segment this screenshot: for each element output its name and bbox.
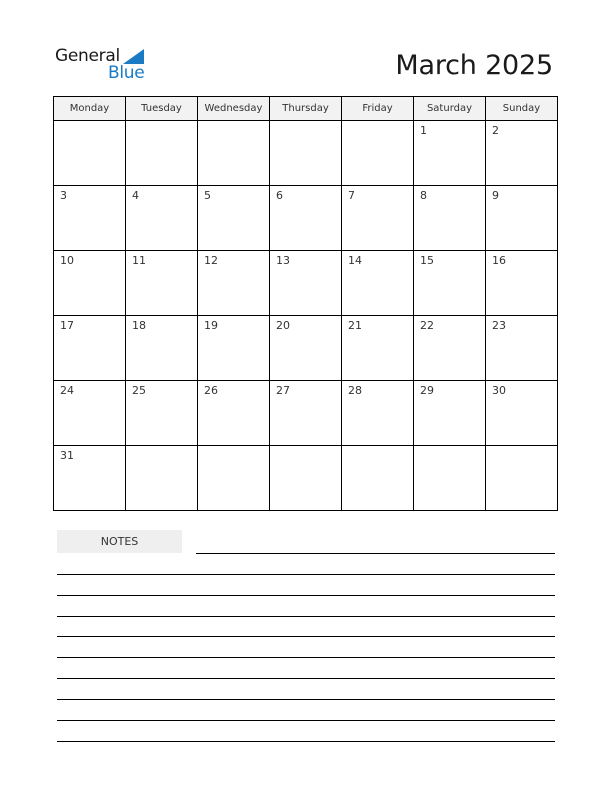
day-number: 21 — [348, 319, 362, 332]
day-number — [486, 446, 557, 449]
day-number: 23 — [492, 319, 506, 332]
day-cell — [414, 446, 486, 511]
day-cell — [486, 251, 558, 316]
weekday-header: Monday — [54, 97, 126, 121]
day-cell — [486, 381, 558, 446]
day-cell — [414, 121, 486, 186]
day-number: 4 — [132, 189, 139, 202]
day-cell — [54, 446, 126, 511]
day-number: 30 — [492, 384, 506, 397]
day-number — [126, 446, 197, 449]
day-number: 18 — [132, 319, 146, 332]
weekday-header: Friday — [342, 97, 414, 121]
day-cell — [414, 251, 486, 316]
day-cell — [342, 381, 414, 446]
day-cell — [126, 381, 198, 446]
day-number: 25 — [132, 384, 146, 397]
brand-logo — [55, 46, 155, 86]
day-number: 11 — [132, 254, 146, 267]
day-cell — [486, 186, 558, 251]
day-cell — [270, 251, 342, 316]
day-number: 26 — [204, 384, 218, 397]
day-number: 17 — [60, 319, 74, 332]
day-number: 6 — [276, 189, 283, 202]
notes-label: NOTES — [57, 530, 182, 553]
week-row — [54, 251, 558, 316]
day-cell — [342, 316, 414, 381]
weekday-header-row — [54, 97, 558, 121]
day-cell — [342, 251, 414, 316]
week-row — [54, 316, 558, 381]
day-number: 2 — [492, 124, 499, 137]
week-row — [54, 381, 558, 446]
day-cell — [414, 186, 486, 251]
day-number — [414, 446, 485, 449]
day-cell — [54, 121, 126, 186]
day-cell — [54, 316, 126, 381]
day-number: 27 — [276, 384, 290, 397]
logo-triangle-icon — [123, 49, 144, 64]
day-number: 9 — [492, 189, 499, 202]
day-cell — [198, 251, 270, 316]
notes-line — [57, 741, 555, 742]
logo-text-general: General — [55, 46, 120, 66]
day-cell — [270, 381, 342, 446]
day-cell — [342, 446, 414, 511]
day-number: 20 — [276, 319, 290, 332]
day-cell — [486, 446, 558, 511]
day-cell — [198, 381, 270, 446]
weekday-header: Tuesday — [126, 97, 198, 121]
day-cell — [486, 316, 558, 381]
week-row — [54, 446, 558, 511]
day-cell — [342, 186, 414, 251]
day-number: 8 — [420, 189, 427, 202]
week-row — [54, 186, 558, 251]
day-number: 29 — [420, 384, 434, 397]
day-number: 12 — [204, 254, 218, 267]
weekday-header: Sunday — [486, 97, 558, 121]
page-title: March 2025 — [395, 50, 553, 81]
day-cell — [126, 251, 198, 316]
day-number: 31 — [60, 449, 74, 462]
day-number: 16 — [492, 254, 506, 267]
day-cell — [270, 186, 342, 251]
day-cell — [342, 121, 414, 186]
day-number — [198, 446, 269, 449]
day-cell — [126, 446, 198, 511]
logo-text-blue: Blue — [108, 63, 145, 83]
day-cell — [270, 316, 342, 381]
day-number: 24 — [60, 384, 74, 397]
day-number: 14 — [348, 254, 362, 267]
notes-line — [196, 553, 555, 554]
day-number — [342, 446, 413, 449]
day-cell — [126, 121, 198, 186]
day-cell — [198, 446, 270, 511]
day-cell — [198, 186, 270, 251]
weekday-header: Saturday — [414, 97, 486, 121]
day-cell — [270, 446, 342, 511]
weekday-header: Wednesday — [198, 97, 270, 121]
day-number — [270, 446, 341, 449]
notes-line — [57, 699, 555, 700]
day-cell — [54, 381, 126, 446]
notes-line — [57, 616, 555, 617]
notes-line — [57, 720, 555, 721]
day-number: 13 — [276, 254, 290, 267]
day-number: 1 — [420, 124, 427, 137]
day-cell — [126, 186, 198, 251]
day-number — [126, 121, 197, 124]
day-cell — [54, 186, 126, 251]
day-number: 19 — [204, 319, 218, 332]
weekday-header: Thursday — [270, 97, 342, 121]
day-number — [198, 121, 269, 124]
day-number: 3 — [60, 189, 67, 202]
notes-line — [57, 574, 555, 575]
day-number — [270, 121, 341, 124]
day-cell — [54, 251, 126, 316]
calendar-grid — [53, 96, 558, 511]
day-cell — [126, 316, 198, 381]
day-cell — [486, 121, 558, 186]
week-row — [54, 121, 558, 186]
day-number: 22 — [420, 319, 434, 332]
day-number: 7 — [348, 189, 355, 202]
day-cell — [198, 121, 270, 186]
day-cell — [414, 381, 486, 446]
day-number: 15 — [420, 254, 434, 267]
notes-line — [57, 678, 555, 679]
day-cell — [270, 121, 342, 186]
day-number: 28 — [348, 384, 362, 397]
notes-line — [57, 636, 555, 637]
day-cell — [198, 316, 270, 381]
day-cell — [414, 316, 486, 381]
day-number — [54, 121, 125, 124]
day-number: 10 — [60, 254, 74, 267]
day-number — [342, 121, 413, 124]
notes-line — [57, 657, 555, 658]
day-number: 5 — [204, 189, 211, 202]
notes-line — [57, 595, 555, 596]
